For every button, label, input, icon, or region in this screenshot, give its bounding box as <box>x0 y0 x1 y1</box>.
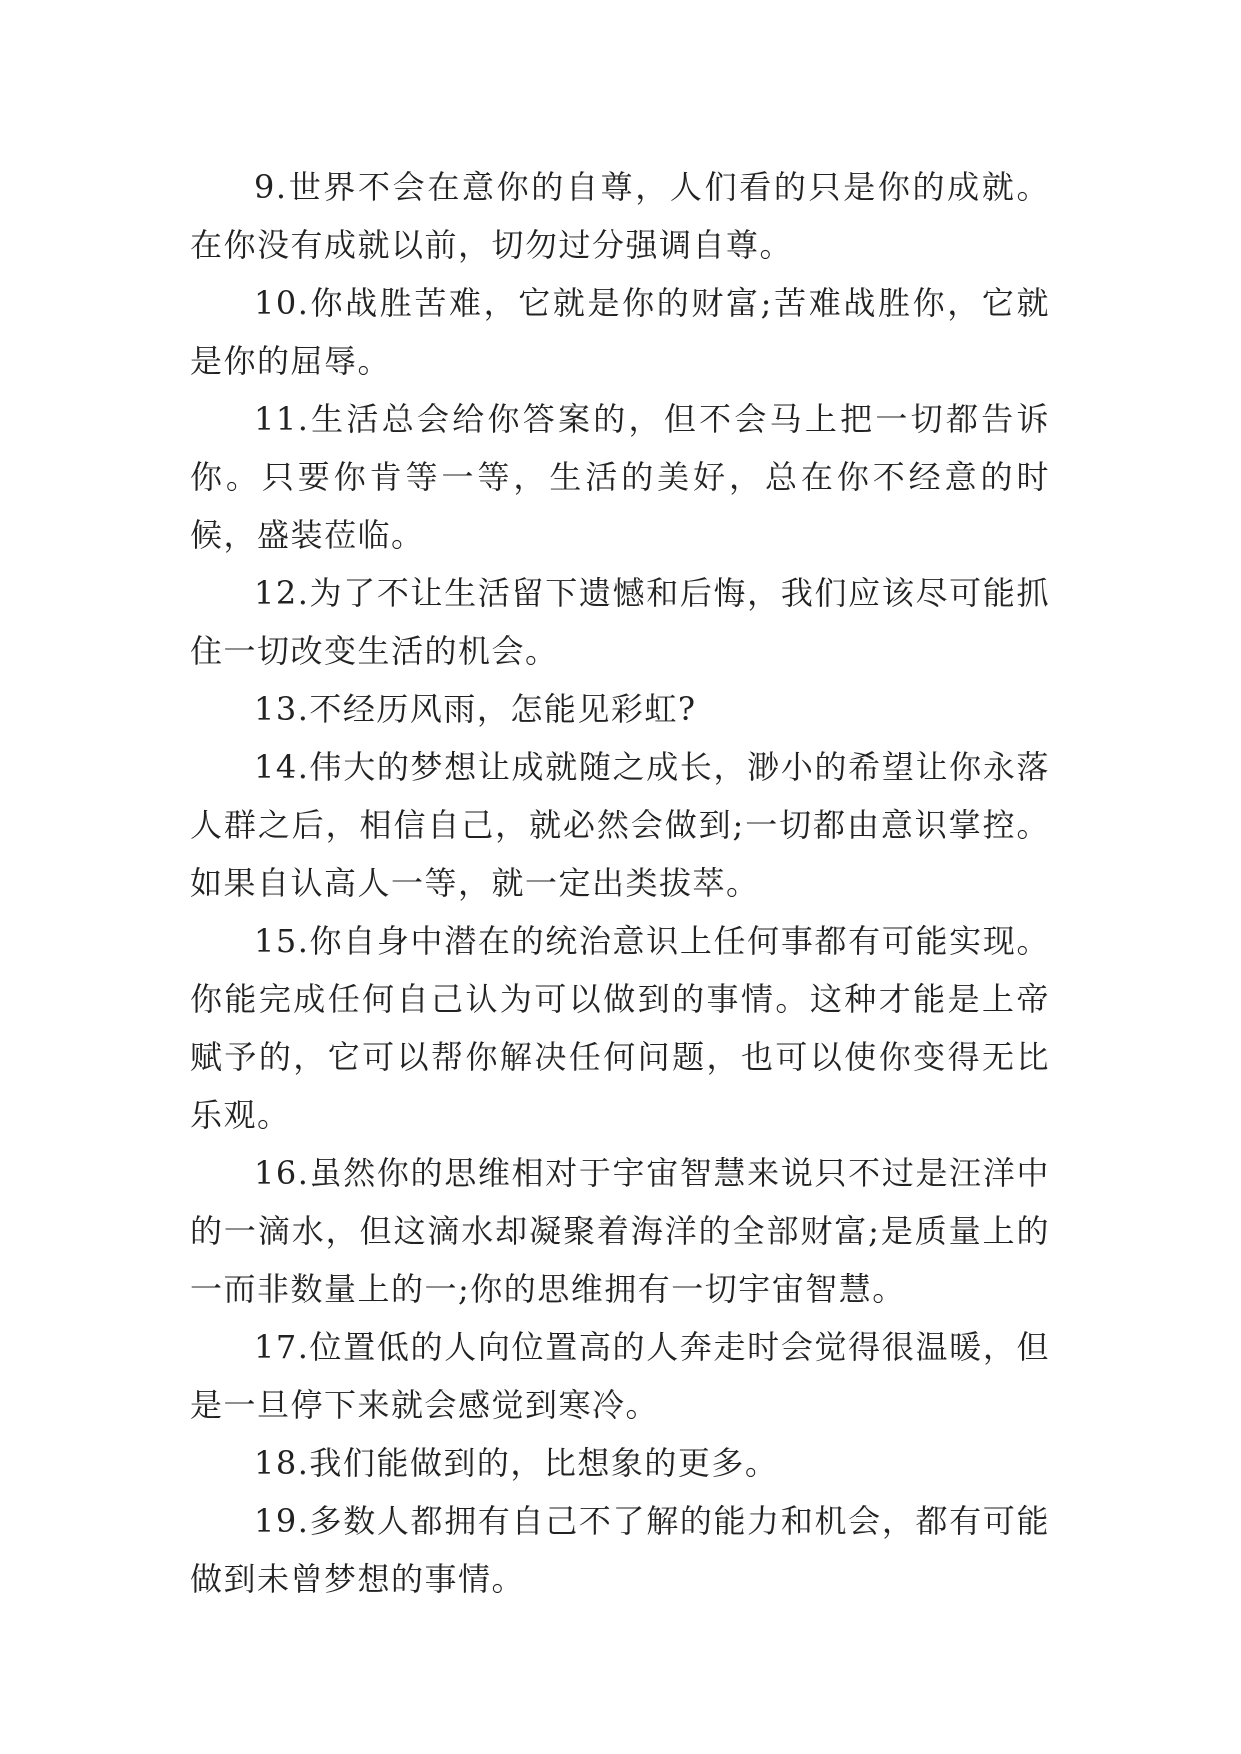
paragraph-16: 16.虽然你的思维相对于宇宙智慧来说只不过是汪洋中的一滴水，但这滴水却凝聚着海洋的全部财富;是质量上的一而非数量上的一;你的思维拥有一切宇宙智慧。 <box>190 1154 1050 1308</box>
paragraph-15: 15.你自身中潜在的统治意识上任何事都有可能实现。你能完成任何自己认为可以做到的事情。这种才能是上帝赋予的，它可以帮你解决任何问题，也可以使你变得无比乐观。 <box>190 922 1050 1134</box>
paragraph-12: 12.为了不让生活留下遗憾和后悔，我们应该尽可能抓住一切改变生活的机会。 <box>190 574 1050 670</box>
paragraph-18: 18.我们能做到的，比想象的更多。 <box>254 1444 779 1482</box>
paragraph-9: 9.世界不会在意你的自尊，人们看的只是你的成就。在你没有成就以前，切勿过分强调自尊。 <box>190 168 1050 264</box>
paragraph-13: 13.不经历风雨，怎能见彩虹? <box>254 690 697 728</box>
document-body <box>190 158 1050 1608</box>
paragraph-14: 14.伟大的梦想让成就随之成长，渺小的希望让你永落人群之后，相信自己，就必然会做到;一切都由意识掌控。如果自认高人一等，就一定出类拔萃。 <box>190 748 1050 902</box>
paragraph-17: 17.位置低的人向位置高的人奔走时会觉得很温暖，但是一旦停下来就会感觉到寒冷。 <box>190 1328 1050 1424</box>
paragraph-10: 10.你战胜苦难，它就是你的财富;苦难战胜你，它就是你的屈辱。 <box>190 284 1050 380</box>
paragraph-19: 19.多数人都拥有自己不了解的能力和机会，都有可能做到未曾梦想的事情。 <box>190 1502 1050 1598</box>
paragraph-11: 11.生活总会给你答案的，但不会马上把一切都告诉你。只要你肯等一等，生活的美好，总在你不经意的时候，盛装莅临。 <box>190 400 1050 554</box>
